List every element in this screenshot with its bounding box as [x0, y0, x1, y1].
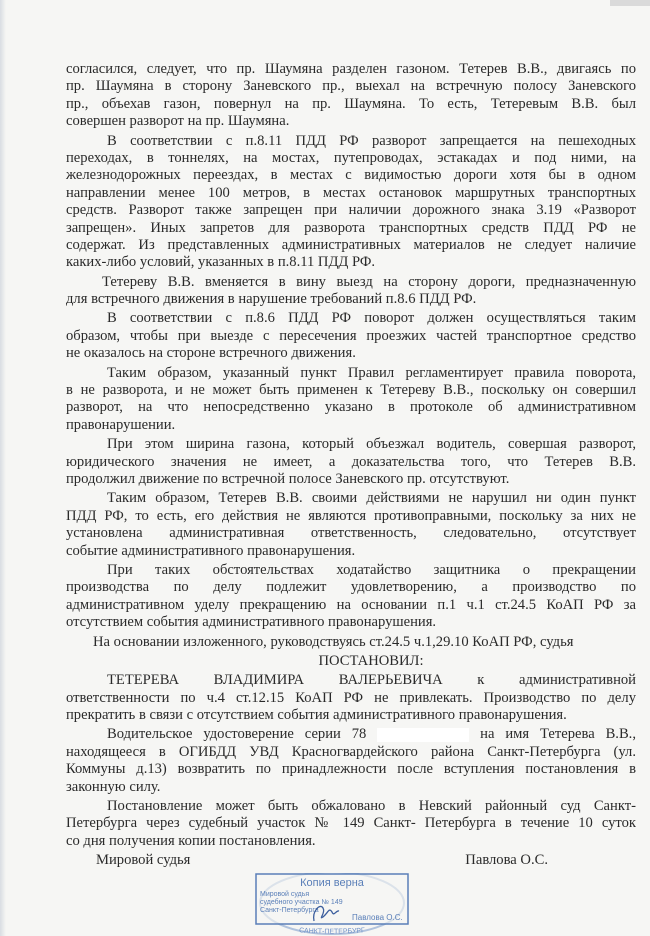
text-line: правонарушении. [66, 416, 176, 433]
paragraph [66, 133, 636, 272]
text-line: ТЕТЕРЕВА ВЛАДИМИРА ВАЛЕРЬЕВИЧА к административной [107, 672, 636, 689]
text-line: При этом ширина газона, который объезжал водитель, совершая разворот, [107, 436, 636, 453]
paragraph [66, 653, 636, 670]
text-line: В соответствии с п.8.11 ПДД РФ разворот запрещается на пешеходных [107, 132, 636, 149]
paragraph [66, 365, 636, 435]
svg-text:Мировой судья: Мировой судья [260, 891, 310, 898]
text-line: совершен разворот на пр. Шаумяна. [66, 113, 290, 130]
text-line: направлении менее 100 метров, в местах остановок маршрутных транспортных [66, 184, 636, 201]
text-line: На основании изложенного, руководствуясь ст.24.5 ч.1,29.10 КоАП РФ, судья [93, 633, 574, 650]
text-line: Таким образом, указанный пункт Правил регламентирует правила поворота, [107, 364, 636, 381]
paragraph [66, 634, 636, 651]
text-line: разворот, на что непосредственно указано в протоколе об административном [66, 399, 636, 416]
text-line: согласился, следует, что пр. Шаумяна разделен газоном. Тетерев В.В., двигаясь по [66, 61, 636, 77]
text-line: событие административного правонарушения. [66, 542, 356, 559]
judge-title: Мировой судья [96, 852, 191, 869]
text-line: продолжил движение по встречной полосе Заневского пр. отсутствуют. [66, 470, 510, 487]
svg-text:Павлова О.С.: Павлова О.С. [352, 913, 403, 922]
text-line: Петербурга через судебный участок № 149 Санкт- Петербурга в течение 10 суток [66, 815, 636, 832]
judge-name: Павлова О.С. [465, 852, 548, 869]
paragraph [66, 490, 636, 560]
text-line: каких-либо условий, указанных в п.8.11 ПДД РФ. [66, 254, 376, 271]
text-line [66, 726, 636, 743]
text-line: содержат. Из представленных административных материалов не следует наличие [66, 236, 636, 253]
paragraph [66, 61, 636, 131]
text-line: запрещен». Иных запретов для разворота транспортных средств ПДД РФ не [66, 219, 636, 236]
text-line: со дня получения копии постановления. [66, 832, 316, 849]
text-line: Постановление может быть обжаловано в Невский районный суд Санкт- [107, 798, 636, 815]
redacted-number [377, 728, 469, 742]
text-line: Коммуны д.13) возвратить по принадлежности после вступления постановления в [66, 761, 636, 778]
text-line: средств. Разворот также запрещен при наличии дорожного знака 3.19 «Разворот [66, 202, 636, 219]
text-line: ответственности по ч.4 ст.12.15 КоАП РФ не привлекать. Производство по делу [66, 689, 636, 706]
text-line: в не разворота, и не может быть применен к Тетереву В.В., поскольку он совершил [66, 382, 636, 399]
text-line: для встречного движения в нарушение требований п.8.6 ПДД РФ. [66, 291, 477, 308]
text-line: производства по делу подлежит удовлетворению, а производство по [66, 579, 636, 596]
text-line: юридического значения не имеет, а доказательства того, что Тетерев В.В. [66, 453, 636, 470]
text-line: отсутствием события административного правонарушения. [66, 614, 437, 631]
text-line: законную силу. [66, 778, 161, 795]
license-text: на имя Тетерева В.В., [480, 726, 636, 743]
text-line: ПДД РФ, то есть, его действия не являются противоправными, поскольку за них не [66, 507, 636, 524]
paragraph [66, 672, 636, 724]
court-stamp [222, 873, 442, 936]
text-line: В соответствии с п.8.6 ПДД РФ поворот должен осуществляться таким [107, 310, 636, 327]
text-line: административном уделу прекращению на основании п.1 ч.1 ст.24.5 КоАП РФ за [66, 596, 636, 613]
text-line: не оказалось на стороне встречного движения. [66, 345, 356, 362]
seal-ring-text: САНКТ-ПЕТЕРБУРГ [298, 927, 366, 936]
copy-certified-stamp [256, 874, 408, 924]
paragraph [66, 274, 636, 309]
scan-corner-shadow [610, 0, 650, 6]
license-text: Водительское удостоверение серии 78 [107, 726, 367, 743]
text-line: Тетереву В.В. вменяется в вину выезд на сторону дороги, предназначенную [102, 273, 636, 290]
svg-text:Копия верна: Копия верна [300, 877, 364, 889]
text-line: железнодорожных переездах, в местах с видимостью дороги хотя бы в одном [66, 167, 636, 184]
scan-edge-shadow [0, 0, 6, 936]
text-line: установлена административная ответственность, следовательно, отсутствует [66, 525, 636, 542]
paragraph-appeal [66, 798, 636, 850]
svg-text:судебного участка № 149: судебного участка № 149 [260, 899, 343, 906]
paragraph [66, 436, 636, 488]
paragraph-license [66, 726, 636, 796]
text-line: пр. Шаумяна в сторону Заневского пр., выехал на встречную полосу Заневского [66, 78, 636, 95]
text-line: пр., объехав газон, повернул на пр. Шаумяна. То есть, Тетеревым В.В. был [66, 95, 636, 112]
paragraph [66, 562, 636, 632]
text-line: находящееся в ОГИБДД УВД Красногвардейского района Санкт-Петербурга (ул. [66, 743, 636, 760]
paragraph [66, 310, 636, 362]
text-line: Таким образом, Тетерев В.В. своими действиями не нарушил ни один пункт [107, 490, 636, 507]
text-line: переходах, в тоннелях, на мостах, путепроводах, эстакадах и под ними, на [66, 149, 636, 166]
ruling-body [66, 61, 636, 724]
text-line: При таких обстоятельствах ходатайство защитника о прекращении [107, 561, 636, 578]
text-line: прекратить в связи с отсутствием события административного правонарушения. [66, 707, 567, 724]
court-ruling-page [66, 61, 636, 870]
signature-row [66, 852, 636, 869]
svg-text:Санкт-Петербурга: Санкт-Петербурга [260, 907, 319, 914]
ruling-heading: ПОСТАНОВИЛ: [318, 652, 424, 669]
text-line: образом, чтобы при выезде с пересечения проезжих частей транспортное средство [66, 327, 636, 344]
